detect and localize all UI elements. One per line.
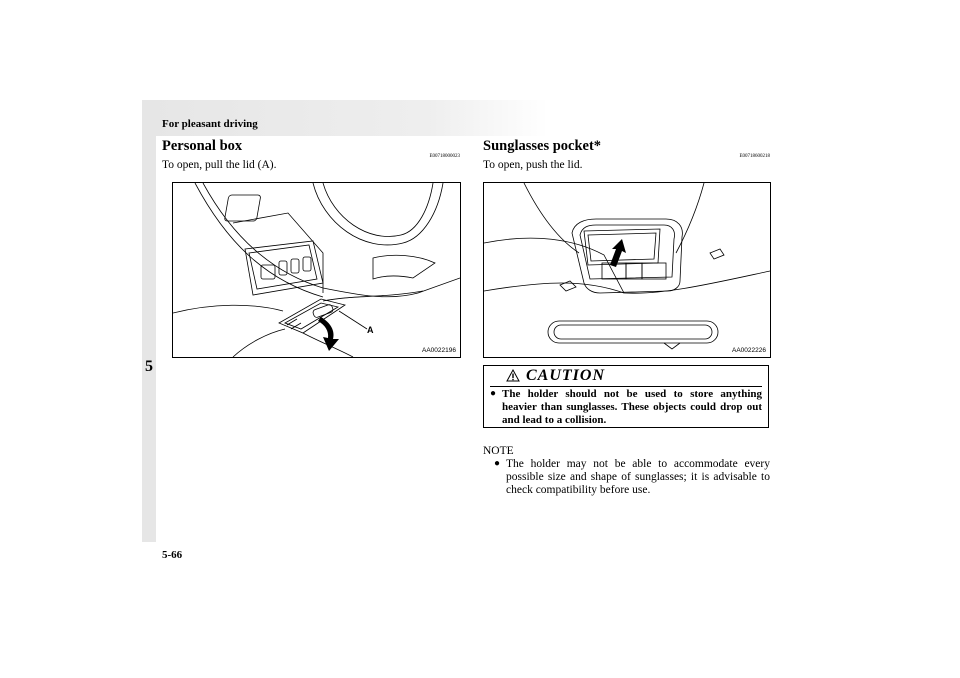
caution-box [483, 365, 769, 428]
figure-id: AA0022226 [732, 347, 766, 354]
personal-box-figure [172, 182, 461, 358]
lid-callout-label: A [367, 325, 374, 335]
sunglasses-pocket-heading: Sunglasses pocket* [483, 138, 602, 154]
page-number: 5-66 [162, 549, 183, 561]
personal-box-code: E00718000023 [429, 154, 460, 159]
figure-id: AA0022196 [422, 347, 456, 354]
sunglasses-pocket-illustration [484, 183, 770, 357]
sunglasses-pocket-code: E00718600218 [739, 154, 770, 159]
section-title: For pleasant driving [162, 118, 258, 130]
caution-header [490, 366, 762, 387]
caution-text: The holder should not be used to store anything heavier than sunglasses. These objects could drop out and lead to a collision. [502, 388, 762, 426]
caution-item [490, 388, 762, 427]
sunglasses-pocket-figure [483, 182, 771, 358]
note-label: NOTE [483, 445, 514, 457]
caution-title: CAUTION [526, 367, 606, 384]
chapter-tab [142, 136, 156, 542]
bullet-icon: ● [494, 458, 501, 469]
personal-box-instruction: To open, pull the lid (A). [162, 159, 277, 171]
sunglasses-pocket-instruction: To open, push the lid. [483, 159, 583, 171]
personal-box-heading: Personal box [162, 138, 243, 154]
personal-box-illustration [173, 183, 460, 357]
chapter-number: 5 [145, 358, 153, 375]
bullet-icon: ● [490, 388, 497, 399]
note-text: The holder may not be able to accommodate every possible size and shape of sunglasses; it is advisable to check compatibility before use. [506, 458, 770, 496]
warning-triangle-icon [506, 369, 520, 382]
note-item [494, 458, 770, 497]
